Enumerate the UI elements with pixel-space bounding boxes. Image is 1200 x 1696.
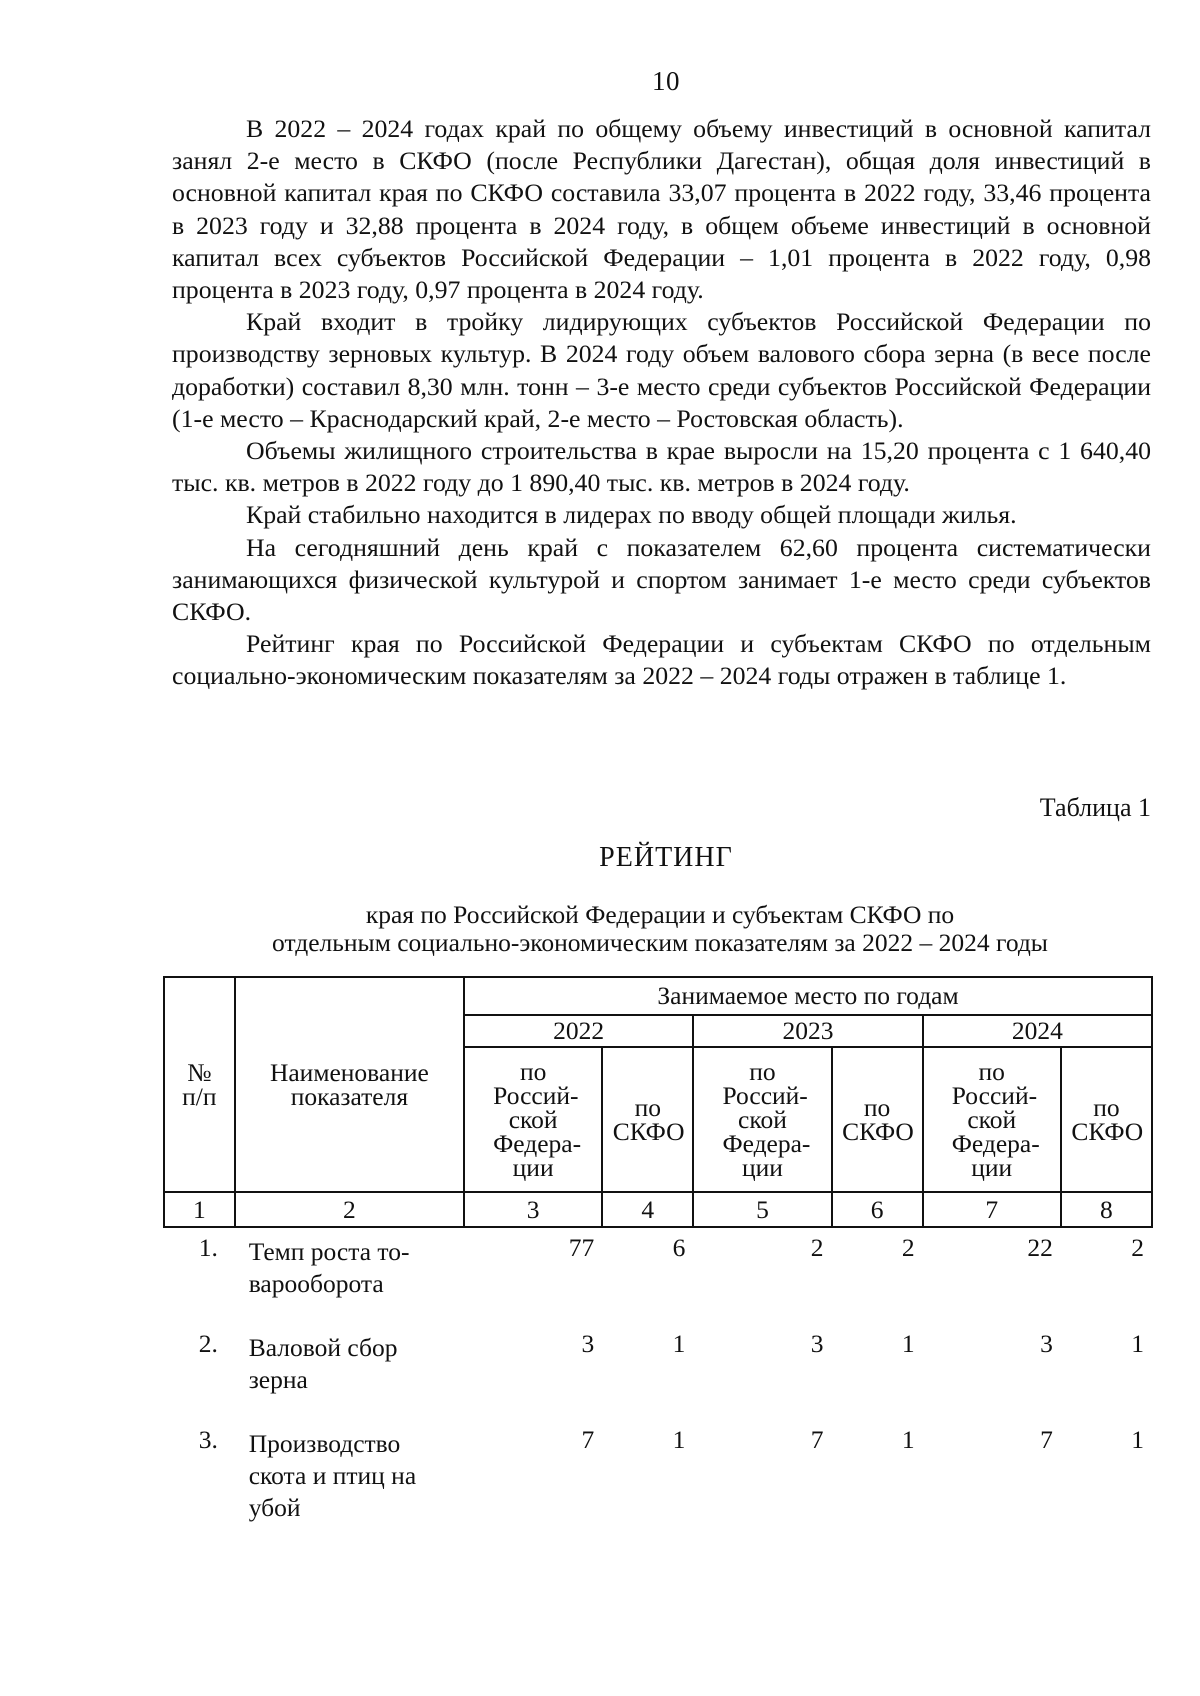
header-year-2022: 2022	[464, 1015, 693, 1047]
row-indicator-name: Темп роста то-варооборота	[248, 1237, 410, 1298]
cell-2023-skfo: 1	[901, 1329, 915, 1358]
cell-2022-rf: 77	[568, 1233, 595, 1262]
paragraph-grain: Край входит в тройку лидирующих субъектов Российской Федерации по производству зерновых культур. В 2024 году объем валового сбора зерна (в весе после доработки) составил 8,30 млн. тонн – 3-е место среди субъектов Российской Федерации (1-е место – Краснодарский край, 2-е место – Ростовская область).	[172, 307, 1151, 433]
header-rf: по Россий-ской Федера-ции	[693, 1047, 831, 1192]
cell-2023-skfo: 1	[901, 1425, 915, 1454]
cell-2022-skfo: 1	[672, 1329, 686, 1358]
row-number: 1.	[198, 1233, 218, 1262]
table-row	[164, 1420, 1152, 1524]
cell-2024-rf: 7	[1040, 1425, 1053, 1454]
header-year-2023: 2023	[693, 1015, 922, 1047]
cell-2023-rf: 3	[810, 1329, 824, 1358]
header-number: № п/п	[164, 977, 235, 1192]
paragraph-rating-ref: Рейтинг края по Российской Федерации и субъектам СКФО по отдельным социально-экономическим показателям за 2022 – 2024 годы отражен в таблице 1.	[172, 629, 1151, 691]
table-row	[164, 1227, 1152, 1324]
cell-2024-rf: 3	[1040, 1329, 1053, 1358]
header-skfo: по СКФО	[832, 1047, 923, 1192]
rating-table	[163, 976, 1153, 1524]
header-rf: по Россий-ской Федера-ции	[923, 1047, 1061, 1192]
header-skfo: по СКФО	[602, 1047, 693, 1192]
row-number: 2.	[198, 1329, 218, 1358]
column-number: 2	[235, 1192, 464, 1227]
header-rf: по Россий-ской Федера-ции	[464, 1047, 602, 1192]
row-indicator-name: Валовой сбор зерна	[248, 1333, 398, 1394]
table-subtitle	[160, 901, 1160, 957]
column-number: 1	[164, 1192, 235, 1227]
table-row	[164, 1324, 1152, 1420]
cell-2024-rf: 22	[1027, 1233, 1053, 1262]
table-caption: Таблица 1	[1039, 793, 1151, 822]
column-number: 7	[923, 1192, 1061, 1227]
paragraph-sport: На сегодняшний день край с показателем 62,60 процента систематически занимающихся физической культурой и спортом занимает 1-е место среди субъектов СКФО.	[172, 532, 1151, 627]
column-number: 5	[693, 1192, 831, 1227]
column-number: 3	[464, 1192, 602, 1227]
row-number: 3.	[198, 1425, 218, 1454]
header-indicator-name: Наименование показателя	[235, 977, 464, 1192]
paragraph-housing-leader: Край стабильно находится в лидерах по вводу общей площади жилья.	[246, 500, 1017, 530]
paragraph-housing: Объемы жилищного строительства в крае выросли на 15,20 процента с 1 640,40 тыс. кв. метров в 2022 году до 1 890,40 тыс. кв. метров в 2024 году.	[172, 436, 1151, 498]
table-title: РЕЙТИНГ	[599, 842, 733, 873]
header-place-by-years: Занимаемое место по годам	[464, 977, 1152, 1015]
row-indicator-name: Производство скота и птиц на убой	[248, 1429, 417, 1522]
header-skfo: по СКФО	[1061, 1047, 1152, 1192]
cell-2023-rf: 2	[810, 1233, 824, 1262]
cell-2023-skfo: 2	[901, 1233, 915, 1262]
cell-2022-rf: 3	[581, 1329, 595, 1358]
cell-2024-skfo: 2	[1131, 1233, 1144, 1262]
header-year-2024: 2024	[923, 1015, 1152, 1047]
cell-2023-rf: 7	[810, 1425, 824, 1454]
column-number: 4	[602, 1192, 693, 1227]
cell-2022-skfo: 1	[672, 1425, 686, 1454]
paragraph-investments: В 2022 – 2024 годах край по общему объему инвестиций в основной капитал занял 2-е место в СКФО (после Республики Дагестан), общая доля инвестиций в основной капитал края по СКФО составила 33,07 процента в 2022 году, 33,46 процента в 2023 году и 32,88 процента в 2024 году, в общем объеме инвестиций в основной капитал всех субъектов Российской Федерации – 1,01 процента в 2022 году, 0,98 процента в 2023 году, 0,97 процента в 2024 году.	[172, 114, 1151, 305]
column-number: 6	[832, 1192, 923, 1227]
cell-2022-rf: 7	[581, 1425, 595, 1454]
page-number: 10	[652, 66, 680, 96]
table-subtitle-line: отдельным социально-экономическим показателям за 2022 – 2024 годы	[272, 928, 1048, 957]
cell-2024-skfo: 1	[1131, 1329, 1144, 1358]
table-subtitle-line: края по Российской Федерации и субъектам СКФО по	[365, 900, 955, 929]
body-text	[172, 113, 1151, 693]
cell-2022-skfo: 6	[672, 1233, 686, 1262]
column-number: 8	[1061, 1192, 1152, 1227]
cell-2024-skfo: 1	[1131, 1425, 1144, 1454]
